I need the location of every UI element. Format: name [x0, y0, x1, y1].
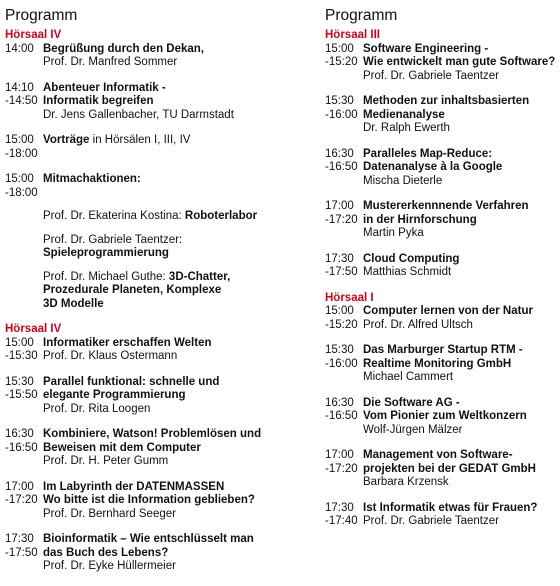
talk-title-line	[363, 502, 557, 516]
speaker-name: Prof. Dr. H. Peter Gumm	[43, 455, 169, 467]
time-range	[325, 148, 363, 189]
talk-details	[363, 397, 557, 438]
end-time: -16:50	[325, 161, 358, 173]
activity-host: Prof. Dr. Ekaterina Kostina:	[43, 210, 185, 222]
time-range	[5, 376, 43, 417]
talk-title-line	[43, 481, 285, 508]
activity-details	[43, 234, 285, 261]
end-time: -18:00	[5, 186, 38, 199]
end-time: -15:50	[5, 389, 38, 401]
talk-title-line	[363, 344, 557, 371]
start-time: 15:30	[5, 375, 34, 388]
speaker-name: Prof. Dr. Rita Loogen	[43, 402, 151, 415]
talk-details	[363, 344, 557, 385]
talk-title: Paralleles Map-Reduce: Datenanalyse à la Google	[363, 147, 503, 173]
schedule-entry	[325, 43, 557, 84]
start-time: 15:30	[325, 344, 354, 356]
time-spacer	[5, 271, 43, 312]
start-time: 16:30	[5, 428, 34, 440]
talk-title-line	[363, 305, 557, 319]
talk-details	[43, 533, 285, 574]
talk-title-rest: in Hörsälen I, III, IV	[89, 134, 191, 146]
start-time: 17:00	[325, 449, 354, 461]
time-spacer	[5, 234, 43, 261]
start-time: 15:30	[325, 95, 354, 107]
lecture-hall-heading: Hörsaal IV	[5, 29, 62, 41]
talk-title-line	[43, 376, 285, 403]
speaker-name: Dr. Jens Gallenbacher, TU Darmstadt	[43, 108, 234, 121]
schedule-entry	[5, 134, 285, 161]
talk-title: Kombiniere, Watson! Problemlösen und Beweisen mit dem Computer	[43, 428, 262, 454]
talk-title: Computer lernen von der Natur	[363, 305, 533, 317]
speaker-name: Prof. Dr. Gabriele Taentzer	[363, 69, 499, 82]
speaker-name: Prof. Dr. Bernhard Seeger	[43, 507, 176, 520]
schedule-entry	[325, 148, 557, 189]
end-time: -15:30	[5, 350, 38, 362]
start-time: 17:30	[325, 252, 354, 265]
schedule-entry	[325, 344, 557, 385]
talk-title: Ist Informatik etwas für Frauen?	[363, 501, 538, 514]
time-range	[5, 134, 43, 161]
talk-details	[363, 253, 557, 280]
schedule-entry	[5, 173, 285, 200]
start-time: 15:00	[325, 42, 354, 55]
start-time: 16:30	[325, 396, 354, 409]
time-range	[5, 533, 43, 574]
speaker-name: Barbara Krzensk	[363, 476, 449, 488]
schedule-entry	[5, 376, 285, 417]
talk-title: Mitmachaktionen:	[43, 173, 141, 185]
talk-title: Das Marburger Startup RTM - Realtime Monitoring GmbH	[363, 344, 523, 370]
end-time: -17:20	[325, 213, 358, 226]
activity-host: Prof. Dr. Gabriele Taentzer:	[43, 233, 183, 246]
talk-title-line	[43, 134, 285, 148]
time-range	[325, 200, 363, 241]
program-title: Programm	[5, 7, 78, 24]
speaker-name: Prof. Dr. Alfred Ultsch	[363, 318, 473, 331]
talk-details	[363, 200, 557, 241]
schedule-entry	[5, 533, 285, 574]
start-time: 15:00	[325, 305, 354, 317]
talk-title-line	[363, 95, 557, 122]
speaker-name: Matthias Schmidt	[363, 266, 452, 278]
speaker-name: Prof. Dr. Manfred Sommer	[43, 56, 178, 68]
talk-details	[43, 376, 285, 417]
talk-title-line	[43, 428, 285, 455]
end-time: -15:20	[325, 318, 358, 331]
activity-item	[5, 234, 285, 261]
start-time: 17:00	[325, 200, 354, 212]
talk-title: Cloud Computing	[363, 252, 460, 265]
talk-title-line	[43, 337, 285, 351]
talk-title-line	[363, 397, 557, 424]
talk-title-line	[43, 82, 285, 109]
talk-details	[363, 43, 557, 84]
activity-name: 3D-Chatter, Prozedurale Planeten, Komplexe 3D Modelle	[43, 270, 231, 310]
schedule-entry	[325, 449, 557, 490]
talk-title: Management von Software- projekten bei der GEDAT GmbH	[363, 449, 536, 475]
end-time: -16:00	[325, 108, 358, 121]
talk-details	[43, 337, 285, 364]
activity-details	[43, 271, 285, 312]
talk-title: Informatiker erschaffen Welten	[43, 336, 212, 349]
time-range	[325, 397, 363, 438]
time-range	[5, 428, 43, 469]
lecture-hall-heading: Hörsaal III	[325, 29, 380, 41]
speaker-name: Michael Cammert	[363, 371, 454, 383]
talk-details	[43, 428, 285, 469]
talk-title: Begrüßung durch den Dekan,	[43, 42, 205, 55]
start-time: 15:00	[5, 134, 34, 146]
schedule-entry	[5, 43, 285, 70]
talk-details	[43, 481, 285, 522]
talk-title-line	[363, 200, 557, 227]
talk-title-line	[363, 253, 557, 267]
speaker-name: Prof. Dr. Klaus Ostermann	[43, 350, 178, 362]
schedule-entry	[325, 253, 557, 280]
schedule-entry	[325, 200, 557, 241]
end-time: -17:40	[325, 515, 358, 527]
time-spacer	[5, 210, 43, 224]
talk-title: Parallel funktional: schnelle und elegante Programmierung	[43, 375, 220, 401]
time-range	[325, 253, 363, 280]
end-time: -14:50	[5, 95, 38, 107]
end-time: -18:00	[5, 147, 38, 160]
talk-title-line	[43, 173, 285, 187]
speaker-name: Wolf-Jürgen Mälzer	[363, 423, 463, 436]
talk-title: Software Engineering - Wie entwickelt man gute Software?	[363, 42, 556, 68]
talk-details	[363, 305, 557, 332]
talk-title-line	[363, 148, 557, 175]
time-range	[325, 95, 363, 136]
talk-title-line	[363, 43, 557, 70]
time-range	[325, 43, 363, 84]
schedule-entry	[5, 428, 285, 469]
talk-details	[363, 502, 557, 529]
end-time: -15:20	[325, 56, 358, 68]
speaker-name: Prof. Dr. Eyke Hüllermeier	[43, 560, 176, 572]
start-time: 15:00	[5, 173, 34, 185]
activity-name: Spieleprogrammierung	[43, 247, 169, 259]
schedule-entry	[325, 397, 557, 438]
start-time: 17:30	[325, 501, 354, 514]
speaker-name: Martin Pyka	[363, 227, 424, 239]
time-range	[325, 502, 363, 529]
end-time: -16:50	[325, 410, 358, 422]
schedule-entry	[5, 82, 285, 123]
start-time: 17:30	[5, 533, 34, 545]
talk-details	[363, 148, 557, 189]
end-time: -16:50	[5, 441, 38, 454]
talk-details	[43, 82, 285, 123]
schedule-entry	[5, 481, 285, 522]
talk-title: Bioinformatik – Wie entschlüsselt man das Buch des Lebens?	[43, 533, 254, 559]
schedule-entry	[325, 305, 557, 332]
talk-title: Vorträge	[43, 134, 90, 146]
time-range	[5, 481, 43, 522]
start-time: 17:00	[5, 480, 34, 493]
talk-title: Die Software AG - Vom Pionier zum Weltkonzern	[363, 396, 527, 422]
talk-title: Methoden zur inhaltsbasierten Medienanalyse	[363, 95, 530, 121]
schedule-entry	[325, 95, 557, 136]
time-range	[5, 82, 43, 123]
talk-title: Mustererkennnende Verfahren in der Hirnforschung	[363, 200, 529, 226]
time-range	[5, 43, 43, 70]
talk-details	[363, 95, 557, 136]
speaker-name: Prof. Dr. Gabriele Taentzer	[363, 515, 499, 527]
schedule-entry	[5, 337, 285, 364]
lecture-hall-heading: Hörsaal IV	[5, 323, 62, 335]
talk-title-line	[363, 449, 557, 476]
lecture-hall-heading: Hörsaal I	[325, 291, 374, 304]
talk-title: Im Labyrinth der DATENMASSEN Wo bitte ist die Information geblieben?	[43, 480, 255, 506]
start-time: 14:10	[5, 81, 34, 94]
start-time: 16:30	[325, 147, 354, 160]
schedule-entry	[325, 502, 557, 529]
time-range	[325, 305, 363, 332]
program-column-right	[325, 0, 557, 541]
activity-name: Roboterlabor	[184, 210, 258, 222]
talk-title: Abenteuer Informatik - Informatik begreifen	[43, 81, 166, 107]
time-range	[325, 344, 363, 385]
end-time: -16:00	[325, 357, 358, 370]
start-time: 14:00	[5, 42, 34, 55]
time-range	[325, 449, 363, 490]
activity-item	[5, 271, 285, 312]
start-time: 15:00	[5, 336, 34, 349]
end-time: -17:20	[325, 462, 358, 475]
talk-details	[43, 134, 285, 161]
speaker-name: Mischa Dieterle	[363, 174, 443, 187]
talk-details	[43, 43, 285, 70]
end-time: -17:50	[5, 546, 38, 559]
end-time: -17:20	[5, 494, 38, 506]
end-time: -17:50	[325, 266, 358, 278]
talk-title-line	[43, 533, 285, 560]
speaker-name: Dr. Ralph Ewerth	[363, 122, 450, 134]
activity-details	[43, 210, 285, 224]
talk-details	[43, 173, 285, 200]
talk-details	[363, 449, 557, 490]
activity-host: Prof. Dr. Michael Guthe:	[43, 270, 169, 283]
time-range	[5, 173, 43, 200]
talk-title-line	[43, 43, 285, 57]
activity-item	[5, 210, 285, 224]
time-range	[5, 337, 43, 364]
program-column-left	[5, 0, 285, 586]
program-title: Programm	[325, 7, 398, 24]
